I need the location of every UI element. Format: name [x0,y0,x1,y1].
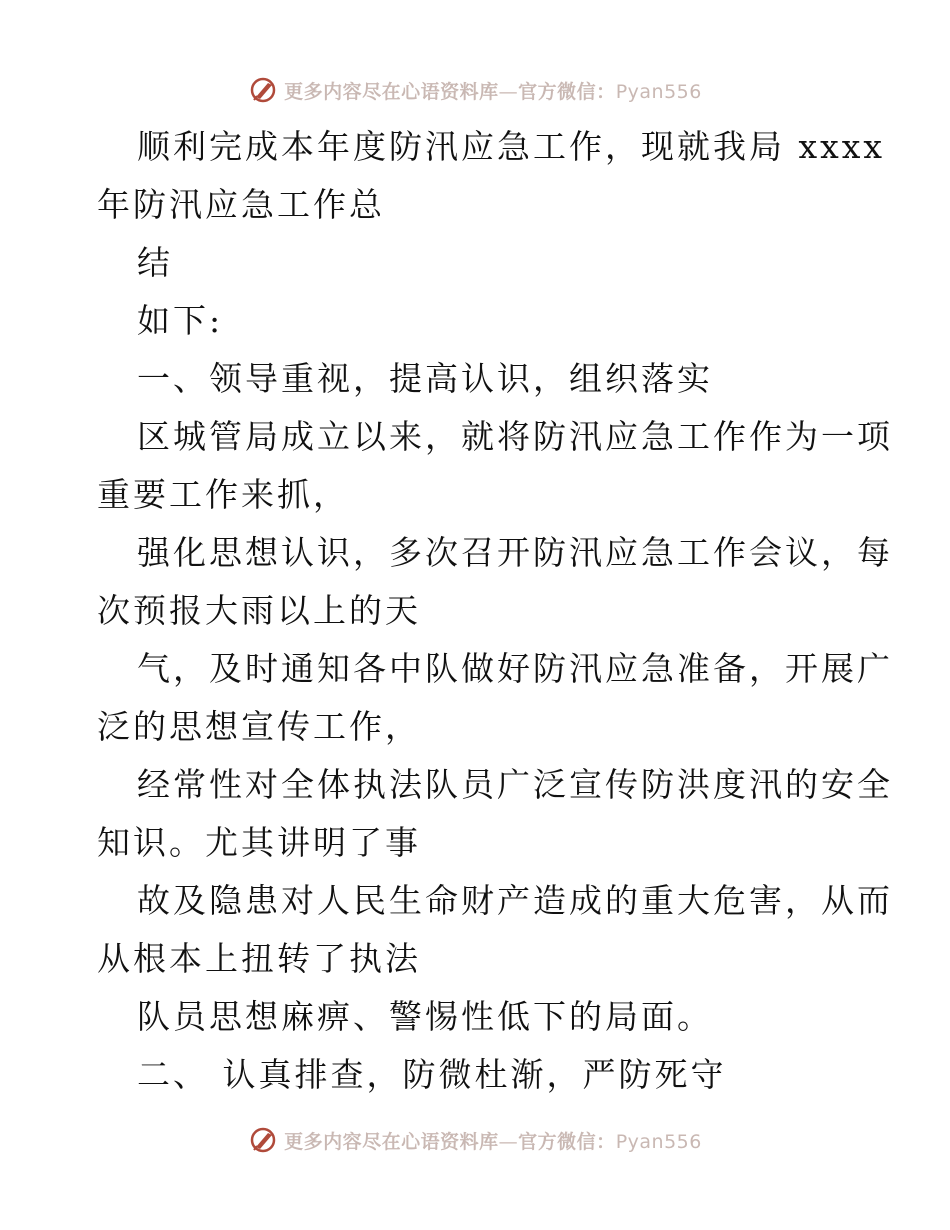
watermark-id: Pyan556 [615,1130,702,1153]
text-line: 知识。尤其讲明了事 [97,823,421,862]
text-line: 经常性对全体执法队员广泛宣传防洪度汛的安全 [137,765,893,804]
watermark-site-name: 更多内容尽在心语资料库 [284,1130,499,1153]
section-heading: 一、领导重视，提高认识，组织落实 [137,359,713,398]
text-line: 顺利完成本年度防汛应急工作，现就我局 xxxx [137,127,885,166]
text-line: 区城管局成立以来，就将防汛应急工作作为一项 [137,417,893,456]
watermark-official-label: 官方微信： [518,1130,616,1153]
watermark-id: Pyan556 [615,80,702,103]
text-line: 从根本上扭转了执法 [97,939,421,978]
footer-watermark-banner [0,1120,950,1160]
watermark-text [284,77,702,104]
watermark-text [284,1127,702,1154]
pen-logo-icon [248,1125,278,1155]
text-line: 年防汛应急工作总 [97,185,385,224]
text-line: 次预报大雨以上的天 [97,591,421,630]
document-body [97,118,893,1104]
section-heading: 二、 认真排查，防微杜渐，严防死守 [137,1055,727,1094]
text-line: 如下: [137,301,224,340]
watermark-site-name: 更多内容尽在心语资料库 [284,80,499,103]
watermark-official-label: 官方微信： [518,80,616,103]
text-line: 强化思想认识，多次召开防汛应急工作会议，每 [137,533,893,572]
text-line: 泛的思想宣传工作， [97,707,421,746]
text-line: 结 [137,243,173,282]
pen-logo-icon [248,75,278,105]
watermark-dash: — [498,1130,519,1153]
text-line: 故及隐患对人民生命财产造成的重大危害，从而 [137,881,893,920]
text-line: 队员思想麻痹、警惕性低下的局面。 [137,997,713,1036]
text-line: 重要工作来抓， [97,475,349,514]
text-line: 气，及时通知各中队做好防汛应急准备，开展广 [137,649,893,688]
header-watermark-banner [0,70,950,110]
watermark-dash: — [498,80,519,103]
